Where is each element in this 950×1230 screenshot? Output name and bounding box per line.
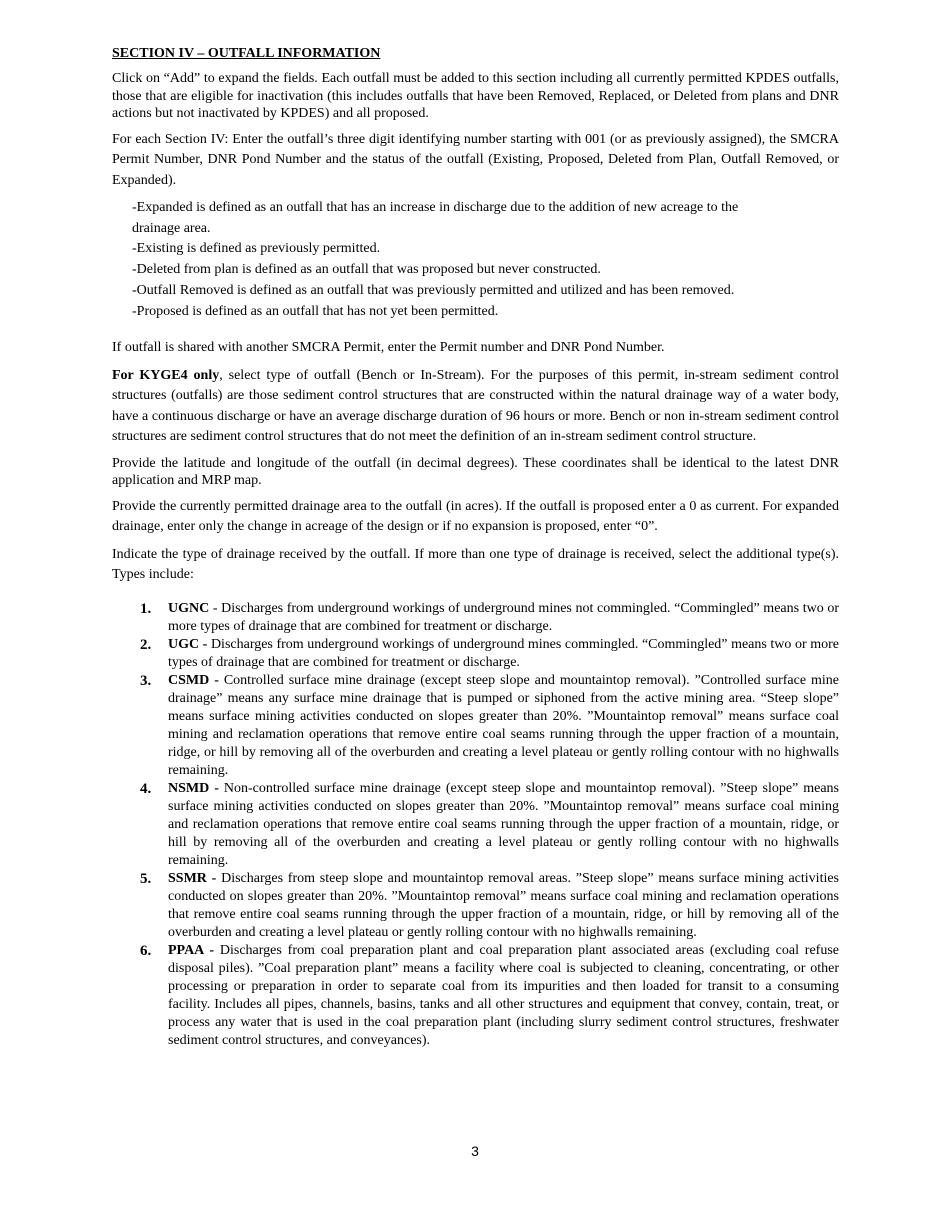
paragraph-drainage-types: Indicate the type of drainage received by the outfall. If more than one type of drainage is received, select the additional type(s). Types include: [112,546,839,583]
paragraph-drainage-area: Provide the currently permitted drainage area to the outfall (in acres). If the outfall is proposed enter a 0 as current. For expanded drainage, enter only the change in acreage of the design or if no expansion is proposed, enter “0”. [112,498,839,535]
list-body [168,780,839,870]
paragraph-shared-outfall: If outfall is shared with another SMCRA Permit, enter the Permit number and DNR Pond Number. [112,340,665,356]
type-code: PPAA - [168,942,215,958]
kyge4-text: , select type of outfall (Bench or In-Stream). For the purposes of this permit, in-stream sediment control structures (outfalls) are those sediment control structures that are constructed within the natural drainage way of a water body, have a continuous discharge or have an average discharge duration of 96 hours or more. Bench or non in-stream sediment control structures are sediment control structures that do not meet the definition of an in-stream sediment control structure. [112,367,839,445]
type-description: Controlled surface mine drainage (except steep slope and mountaintop removal). ”Controlled surface mine drainage” means any surface mine drainage that is pumped or siphoned from the active mining area. “Steep slope” means surface mining activities conducted on slopes greater than 20%. ”Mountaintop removal” means surface coal mining and reclamation operations that remove entire coal seams running through the upper fraction of a mountain, ridge, or hill by removing all of the overburden and creating a level plateau or gently rolling contour with no highwalls remaining. [168,672,840,778]
definition-line: -Outfall Removed is defined as an outfall that was previously permitted and utilized and has been removed. [132,282,735,298]
type-description: Discharges from underground workings of underground mines not commingled. “Commingled” means two or more types of drainage that are combined for treatment or discharge. [168,600,839,634]
list-item [112,636,839,672]
list-body: UGNC - Discharges from underground workings of underground mines not commingled. “Commingled” means two or more types of drainage that are combined for treatment or discharge. [168,600,839,634]
paragraph-lat-long: Provide the latitude and longitude of the outfall (in decimal degrees). These coordinates shall be identical to the latest DNR application and MRP map. [112,455,839,489]
definition-line: -Deleted from plan is defined as an outfall that was proposed but never constructed. [132,262,601,278]
list-number: 1. [140,600,152,617]
list-item [112,672,839,780]
list-number: 6. [140,942,152,959]
section-heading: SECTION IV – OUTFALL INFORMATION [112,46,381,61]
type-description: Discharges from steep slope and mountaintop removal areas. ”Steep slope” means surface mining activities conducted on slopes greater than 20%. ”Mountaintop removal” means surface coal mining and reclamation operations that remove entire coal seams running through the upper fraction of a mountain, ridge, or hill by removing all of the overburden and creating a level plateau or gently rolling contour with no highwalls remaining. [168,870,840,940]
status-definitions [132,198,839,322]
drainage-types-list [112,600,839,1050]
list-number: 3. [140,672,152,689]
list-body [168,672,839,780]
list-number: 2. [140,636,152,653]
list-item [112,780,839,870]
list-number: 5. [140,870,152,887]
list-body [168,636,839,672]
list-item [112,600,839,636]
page-number: 3 [471,1143,479,1159]
document-page [112,44,839,1050]
list-body [168,870,839,942]
list-number: 4. [140,780,152,797]
list-body [168,942,839,1050]
definition-line: -Expanded is defined as an outfall that has an increase in discharge due to the addition of new acreage to the [132,200,739,215]
paragraph-add-outfalls: Click on “Add” to expand the fields. Each outfall must be added to this section including all currently permitted KPDES outfalls, those that are eligible for inactivation (this includes outfalls that have been Removed, Replaced, or Deleted from plans and DNR actions but not inactivated by KPDES) and all proposed. [112,71,839,121]
type-code: NSMD - [168,780,219,796]
type-code: SSMR - [168,870,217,886]
definition-line: -Proposed is defined as an outfall that has not yet been permitted. [132,303,499,319]
paragraph-kyge4 [112,366,839,448]
definition-line: drainage area. [132,220,211,236]
list-item [112,870,839,942]
paragraph-outfall-fields: For each Section IV: Enter the outfall’s three digit identifying number starting with 001 (or as previously assigned), the SMCRA Permit Number, DNR Pond Number and the status of the outfall (Existing, Proposed, Deleted from Plan, Outfall Removed, or Expanded). [112,131,839,188]
type-description: Non-controlled surface mine drainage (except steep slope and mountaintop removal). ”Steep slope” means surface mining activities conducted on slopes greater than 20%. ”Mountaintop removal” means surface coal mining and reclamation operations that remove entire coal seams running through the upper fraction of a mountain, ridge, or hill by removing all of the overburden and creating a level plateau or gently rolling contour with no highwalls remaining. [168,780,840,868]
kyge4-bold-label: For KYGE4 only [112,367,220,383]
definition-line: -Existing is defined as previously permitted. [132,241,381,257]
list-item [112,942,839,1050]
type-code: UGNC [168,600,210,616]
type-code: CSMD - [168,672,219,688]
type-code: UGC - [168,636,208,652]
type-description: Discharges from underground workings of underground mines commingled. “Commingled” means two or more types of drainage that are combined for treatment or discharge. [168,636,839,670]
type-description: Discharges from coal preparation plant and coal preparation plant associated areas (excluding coal refuse disposal piles). ”Coal preparation plant” means a facility where coal is subjected to cleaning, concentrating, or other processing or preparation in order to separate coal from its impurities and then loaded for transit to a consuming facility. Includes all pipes, channels, basins, tanks and all other structures and equipment that convey, contain, treat, or process any water that is used in the coal preparation plant (including slurry sediment control structures, freshwater sediment control structures, and conveyances). [168,942,839,1048]
